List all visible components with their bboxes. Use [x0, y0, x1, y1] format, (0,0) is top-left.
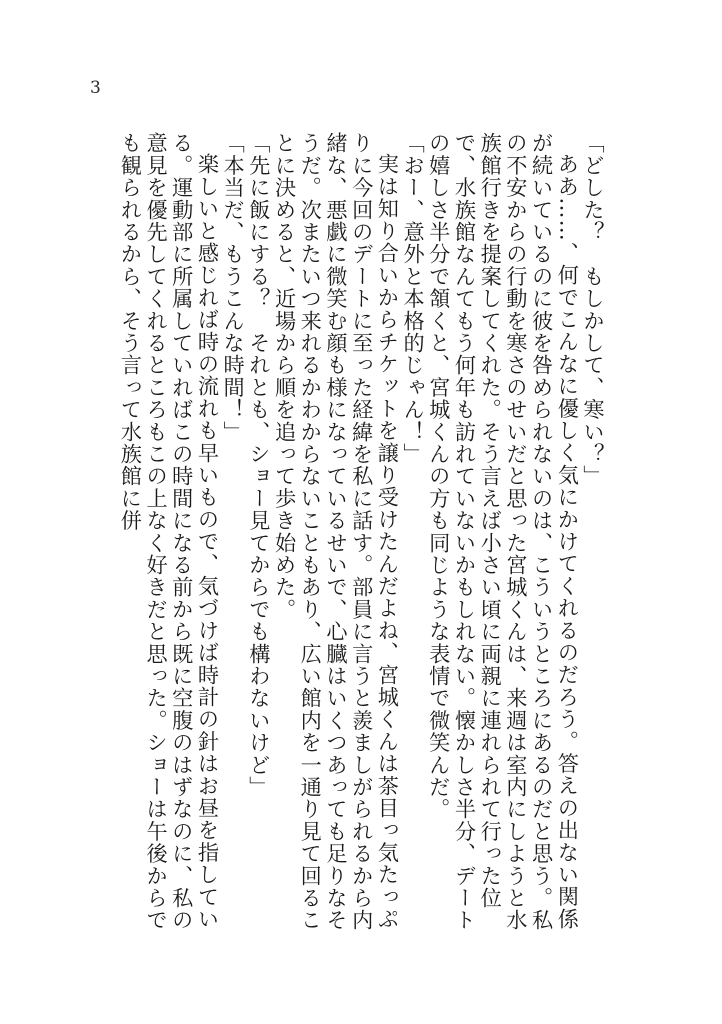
paragraph-dialogue-impressive: 「おー、意外と本格的じゃん！」 [401, 132, 427, 465]
paragraph-narration-noon: 楽しいと感じれば時の流れも早いもので、気づけば時計の針はお昼を指している。運動部に所属していればこの時間になる前から既に空腹のはずなのに、私の意見を優先してくれるところもこの上なく好きだと思った。ショーは午後からでも観られるから、そう言って水族館に併 [118, 132, 221, 932]
paragraph-dialogue-lunch: 「先に飯にする？ それとも、ショー見てからでも構わないけど」 [246, 132, 272, 798]
vertical-text-body [108, 132, 606, 932]
page-number: 3 [90, 78, 101, 98]
paragraph-dialogue-cold: 「どした？ もしかして、寒い？」 [581, 132, 606, 488]
paragraph-narration-aquarium-plan: ああ……、何でこんなに優しく気にかけてくれるのだろう。答えの出ない関係が続いているのに彼を咎められないのは、こういうところにあるのだと思う。私の不安からの行動を寒さのせいだと思った宮城くんは、来週は室内にしようと水族館行きを提案してくれた。そう言えば小さい頃に両親に連れられて行った位で、水族館なんてもう何年も訪れていないかもしれない。懐かしさ半分、デートの嬉しさ半分で頷くと、宮城くんの方も同じような表情で微笑んだ。 [426, 132, 581, 932]
paragraph-narration-tickets: 実は知り合いからチケットを譲り受けたんだよね、宮城くんは茶目っ気たっぷりに今回のデートに至った経緯を私に話す。部員に言うと羨ましがられるから内緒な、悪戯に微笑む顔も様になっているせいで、心臓はいくつあっても足りなそうだ。次またいつ来れるかわからないこともあり、広い館内を一通り見て回ることに決めると、近場から順を追って歩き始めた。 [272, 132, 401, 932]
paragraph-dialogue-time: 「本当だ、もうこんな時間！」 [221, 132, 247, 443]
